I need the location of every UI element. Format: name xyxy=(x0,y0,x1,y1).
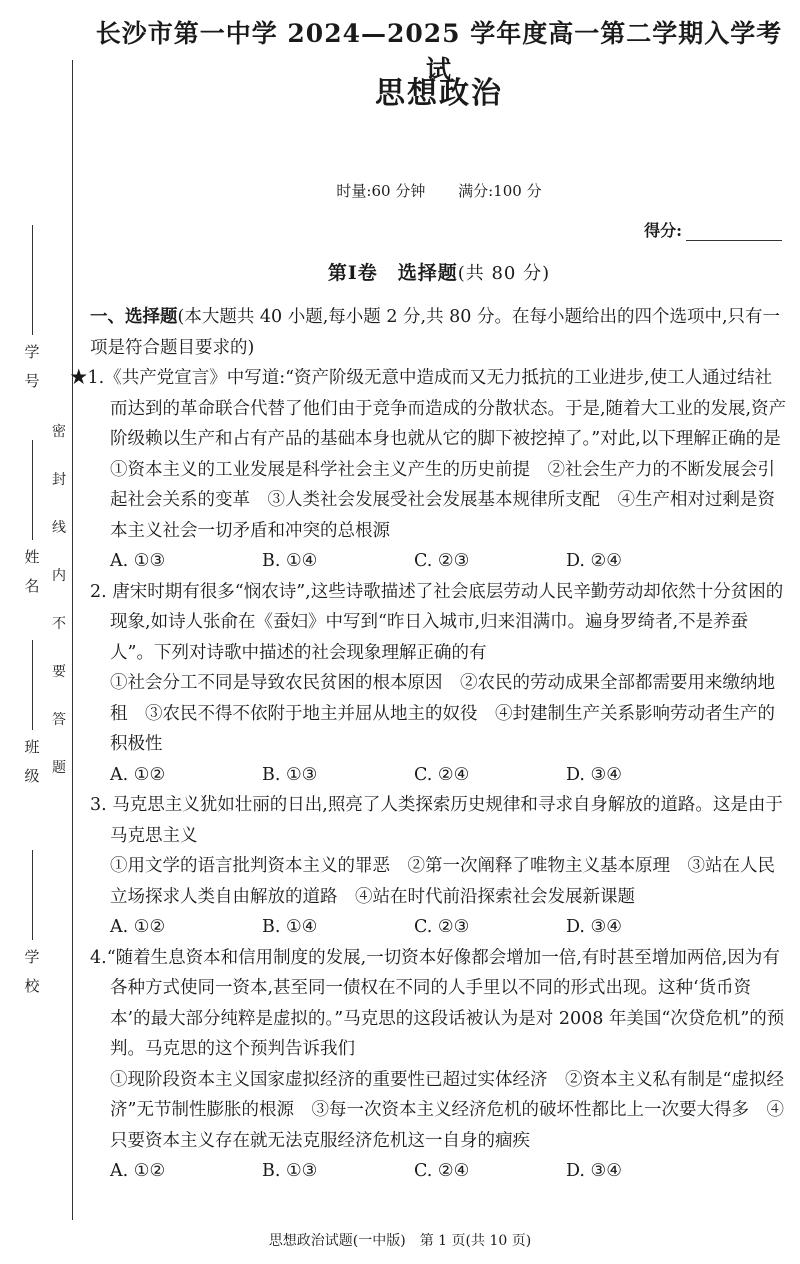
stem-text: 3. 马克思主义犹如壮丽的日出,照亮了人类探索历史规律和寻求自身解放的道路。这是由于马克思主义 xyxy=(90,795,783,846)
student-id-line[interactable] xyxy=(32,225,33,335)
name-field xyxy=(22,440,42,594)
question-statements: ①资本主义的工业发展是科学社会主义产生的历史前提 ②社会生产力的不断发展会引起社会关系的变革 ③人类社会发展受社会发展基本规律所支配 ④生产相对过剩是资本主义社会一切矛盾和冲突的总根源 xyxy=(110,459,775,541)
answer-options xyxy=(90,546,788,577)
binding-strip xyxy=(0,0,76,1264)
name-label xyxy=(24,550,39,594)
option-d[interactable]: D. ③④ xyxy=(566,917,622,937)
option-c[interactable]: C. ②④ xyxy=(414,1161,470,1181)
class-label xyxy=(24,740,39,784)
question-stem xyxy=(90,790,788,851)
option-a[interactable]: A. ①② xyxy=(110,917,166,937)
class-char-1: 班 xyxy=(24,738,40,756)
seal-char: 内 xyxy=(52,568,66,584)
seal-char: 答 xyxy=(52,712,66,728)
option-a[interactable]: A. ①③ xyxy=(110,551,166,571)
seal-char: 封 xyxy=(52,472,66,488)
option-c[interactable]: C. ②③ xyxy=(414,917,470,937)
answer-options xyxy=(90,1156,788,1187)
stem-text: 4.“随着生息资本和信用制度的发展,一切资本好像都会增加一倍,有时甚至增加两倍,因为有各种方式使同一资本,甚至同一债权在不同的人手里以不同的形式出现。这种‘货币资本’的最大部分纯粹是虚拟的。”马克思的这段话被认为是对 2008 年美国“次贷危机”的预判。马克思的这个预判告诉我们 xyxy=(90,947,785,1059)
part-note: (共 80 分) xyxy=(457,263,551,284)
student-id-field xyxy=(22,225,42,389)
seal-line-notice xyxy=(52,425,66,775)
question-1 xyxy=(70,363,788,577)
full-score: 满分:100 分 xyxy=(458,182,542,200)
option-d[interactable]: D. ③④ xyxy=(566,764,622,785)
score-label: 得分: xyxy=(644,221,682,240)
page-footer: 思想政治试题(一中版) 第 1 页(共 10 页) xyxy=(268,1233,532,1249)
option-c[interactable]: C. ②③ xyxy=(414,551,470,571)
student-id-char-1: 学 xyxy=(24,343,40,361)
part-heading: 第Ⅰ卷 选择题 xyxy=(327,262,458,284)
option-b[interactable]: B. ①③ xyxy=(262,1161,318,1181)
score-input[interactable] xyxy=(686,224,782,241)
student-id-char-2: 号 xyxy=(24,372,40,390)
section-title: 一、选择题 xyxy=(90,307,178,327)
seal-char: 密 xyxy=(52,424,66,440)
school-char-1: 学 xyxy=(24,948,40,966)
option-a[interactable]: A. ①② xyxy=(110,764,166,785)
option-d[interactable]: D. ②④ xyxy=(566,551,622,571)
exam-meta xyxy=(90,180,788,201)
name-line[interactable] xyxy=(32,440,33,540)
option-d[interactable]: D. ③④ xyxy=(566,1161,622,1181)
question-3 xyxy=(90,790,788,943)
seal-char: 不 xyxy=(52,616,66,632)
subject-title: 思想政治 xyxy=(375,76,503,111)
option-a[interactable]: A. ①② xyxy=(110,1161,166,1181)
seal-char: 线 xyxy=(52,520,66,536)
answer-options xyxy=(90,912,788,943)
section-heading xyxy=(90,302,788,363)
question-statements: ①社会分工不同是导致农民贫困的根本原因 ②农民的劳动成果全部都需要用来缴纳地租 ③农民不得不依附于地主并屈从地主的奴役 ④封建制生产关系影响劳动者生产的积极性 xyxy=(110,673,775,754)
school-line[interactable] xyxy=(32,850,33,940)
name-char-2: 名 xyxy=(24,577,40,595)
question-4 xyxy=(90,943,788,1187)
stem-text: 1.《共产党宣言》中写道:“资产阶级无意中造成而又无力抵抗的工业进步,使工人通过结社而达到的革命联合代替了他们由于竞争而造成的分散状态。于是,随着大工业的发展,资产阶级赖以生产和占有产品的基础本身也就从它的脚下被挖掉了。”对此,以下理解正确的是 xyxy=(87,368,787,449)
binding-line xyxy=(72,60,73,1220)
question-statements: ①用文学的语言批判资本主义的罪恶 ②第一次阐释了唯物主义基本原理 ③站在人民立场探求人类自由解放的道路 ④站在时代前沿探索社会发展新课题 xyxy=(110,856,775,907)
student-id-label xyxy=(24,345,39,389)
seal-char: 题 xyxy=(52,760,66,776)
name-char-1: 姓 xyxy=(24,548,40,566)
option-b[interactable]: B. ①④ xyxy=(262,917,318,937)
score-field xyxy=(644,218,782,241)
answer-options xyxy=(90,760,788,791)
option-b[interactable]: B. ①④ xyxy=(262,551,318,571)
stem-text: 2. 唐宋时期有很多“悯农诗”,这些诗歌描述了社会底层劳动人民辛勤劳动却依然十分贫困的现象,如诗人张俞在《蚕妇》中写到“昨日入城市,归来泪满巾。遍身罗绮者,不是养蚕人”。下列对诗歌中描述的社会现象理解正确的有 xyxy=(90,581,784,663)
part-title xyxy=(90,258,788,285)
option-c[interactable]: C. ②④ xyxy=(414,764,470,785)
star-icon: ★ xyxy=(70,368,88,388)
class-line[interactable] xyxy=(32,640,33,730)
exam-title: 长沙市第一中学 2024—2025 学年度高一第二学期入学考试 xyxy=(95,19,783,84)
option-b[interactable]: B. ①③ xyxy=(262,764,318,785)
question-stem xyxy=(90,943,788,1065)
school-char-2: 校 xyxy=(24,977,40,995)
school-label xyxy=(24,950,39,994)
seal-char: 要 xyxy=(52,664,66,680)
question-stem xyxy=(90,577,788,669)
class-field xyxy=(22,640,42,784)
section-instruction: (本大题共 40 小题,每小题 2 分,共 80 分。在每小题给出的四个选项中,只有一项是符合题目要求的) xyxy=(90,307,781,358)
school-field xyxy=(22,850,42,994)
class-char-2: 级 xyxy=(24,767,40,785)
question-statements: ①现阶段资本主义国家虚拟经济的重要性已超过实体经济 ②资本主义私有制是“虚拟经济”无节制性膨胀的根源 ③每一次资本主义经济危机的破坏性都比上一次要大得多 ④只要资本主义存在就无法克服经济危机这一自身的痼疾 xyxy=(110,1069,784,1151)
question-stem xyxy=(70,363,788,455)
time-limit: 时量:60 分钟 xyxy=(336,182,426,200)
question-2 xyxy=(90,577,788,791)
question-content xyxy=(70,302,788,1187)
